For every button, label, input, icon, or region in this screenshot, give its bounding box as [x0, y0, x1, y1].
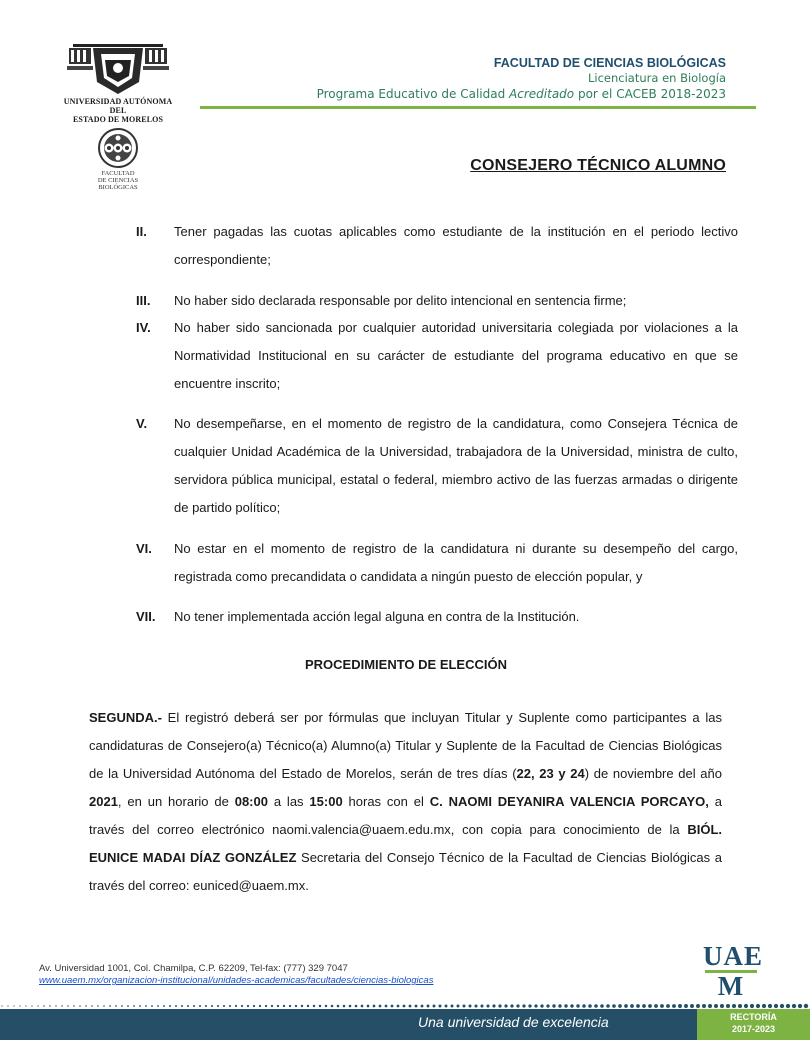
program-text-accredited: Acreditado [509, 87, 575, 101]
footer-dot [492, 1004, 495, 1007]
uaem-logo-top: UAE [703, 941, 764, 971]
footer-dot [361, 1005, 364, 1008]
footer-dot [618, 1004, 622, 1008]
footer-dot [510, 1004, 513, 1007]
footer-dot [277, 1005, 279, 1007]
footer-dot [798, 1004, 802, 1008]
footer-dot [570, 1004, 573, 1007]
footer-dot [43, 1005, 44, 1006]
list-item-number: VI. [136, 541, 152, 556]
university-name-line2: ESTADO DE MORELOS [72, 115, 163, 124]
footer-dot [349, 1005, 352, 1008]
list-item [136, 603, 738, 631]
footer-dot [427, 1005, 430, 1008]
university-name-line1: UNIVERSIDAD AUTÓNOMA DEL [63, 97, 173, 115]
footer-dot [738, 1004, 742, 1008]
rectoria-label: RECTORÍA [730, 1012, 777, 1022]
footer-dot [792, 1004, 796, 1008]
footer-dot [486, 1004, 489, 1007]
footer-dot [319, 1005, 321, 1007]
footer-dot [588, 1004, 592, 1008]
footer-dot [720, 1004, 724, 1008]
footer-dot [13, 1005, 14, 1006]
faculty-logo-line3: BIOLÓGICAS [98, 184, 138, 191]
paragraph-text: a las [267, 794, 310, 809]
list-item-number: VII. [136, 609, 156, 624]
footer-dot [528, 1004, 531, 1007]
footer-dot [61, 1005, 62, 1006]
footer-dot [139, 1005, 141, 1007]
footer-dot [217, 1005, 219, 1007]
footer-dot [439, 1005, 442, 1008]
footer-dot [265, 1005, 267, 1007]
footer-dot [109, 1005, 111, 1007]
paragraph-text: horas con el [342, 794, 430, 809]
footer-dot [31, 1005, 32, 1006]
footer-dot [606, 1004, 610, 1008]
footer-dot [576, 1004, 579, 1007]
footer-dot [379, 1005, 382, 1008]
footer-dot [145, 1005, 147, 1007]
program-text-post: por el CACEB 2018-2023 [574, 87, 726, 101]
document-header [317, 56, 726, 102]
paragraph-text: , en un horario de [117, 794, 235, 809]
footer-dot [672, 1004, 676, 1008]
footer-dot [660, 1004, 664, 1008]
footer-dot [762, 1004, 766, 1008]
footer-dot [343, 1005, 346, 1008]
footer-dot [367, 1005, 370, 1008]
header-divider [200, 106, 756, 109]
program-accreditation [317, 86, 726, 102]
footer-dot [199, 1005, 201, 1007]
university-crest-icon [63, 38, 173, 96]
footer-dot [241, 1005, 243, 1007]
footer-dot [462, 1004, 465, 1007]
footer-dot [540, 1004, 543, 1007]
clause-label: SEGUNDA.- [89, 710, 162, 725]
list-item [136, 287, 738, 315]
footer-dot [612, 1004, 616, 1008]
list-item [136, 314, 738, 398]
footer-dot [391, 1005, 394, 1008]
section-heading: PROCEDIMIENTO DE ELECCIÓN [304, 657, 507, 672]
footer-dot [247, 1005, 249, 1007]
footer-dot [157, 1005, 159, 1007]
footer-dot [666, 1004, 670, 1008]
footer-dot [97, 1005, 99, 1007]
footer-dot [283, 1005, 285, 1007]
footer-dot [37, 1005, 38, 1006]
footer-dot [433, 1005, 436, 1008]
footer-dot [690, 1004, 694, 1008]
footer-dot [259, 1005, 261, 1007]
footer-dot [636, 1004, 640, 1008]
footer-dot [1, 1005, 2, 1006]
footer-dot [55, 1005, 56, 1006]
list-item-text: No tener implementada acción legal alguna en contra de la Institución. [174, 609, 580, 624]
footer-dot [115, 1005, 117, 1007]
list-item [136, 535, 738, 591]
footer-dot [582, 1004, 586, 1008]
footer-url-link[interactable]: www.uaem.mx/organizacion-institucional/unidades-academicas/facultades/ciencias-biologicas [39, 975, 434, 986]
list-item-text: No estar en el momento de registro de la candidatura ni durante su desempeño del cargo, registrada como precandidata o candidata a ningún puesto de elección popular, y [174, 541, 738, 584]
footer-dot [780, 1004, 784, 1008]
footer-dot [187, 1005, 189, 1007]
footer-dot [750, 1004, 754, 1008]
footer-dot [564, 1004, 567, 1007]
paragraph-text: a través del correo electrónico naomi.valencia@uaem.edu.mx, con copia para conocimiento de la [89, 794, 723, 837]
footer-dot [25, 1005, 26, 1006]
footer-dot [7, 1005, 8, 1006]
body-paragraph [89, 704, 722, 900]
footer-dot [235, 1005, 237, 1007]
registration-days: 22, 23 y 24 [516, 766, 585, 781]
footer-dot [325, 1005, 327, 1007]
footer-dot [451, 1005, 454, 1008]
footer-dot [73, 1005, 75, 1007]
footer-dot [516, 1004, 519, 1007]
footer-dot [79, 1005, 81, 1007]
footer-dot [630, 1004, 634, 1008]
footer-dot [223, 1005, 225, 1007]
footer-dot [498, 1004, 501, 1007]
footer-dot [397, 1005, 400, 1008]
program-text-pre: Programa Educativo de Calidad [316, 87, 510, 101]
footer-dot [91, 1005, 93, 1007]
footer-dot [642, 1004, 646, 1008]
footer-dot [85, 1005, 87, 1007]
list-item-number: III. [136, 293, 151, 308]
footer-dot [175, 1005, 177, 1007]
footer-dot [163, 1005, 165, 1007]
footer-dot [409, 1005, 412, 1008]
footer-dot [337, 1005, 340, 1008]
footer-dot [732, 1004, 736, 1008]
footer-dot [468, 1004, 471, 1007]
footer-dot [696, 1004, 700, 1008]
footer-dot [474, 1004, 477, 1007]
footer-dot [355, 1005, 358, 1008]
footer-dot [169, 1005, 171, 1007]
footer-dot [558, 1004, 561, 1007]
paragraph-text: El registró deberá ser por fórmulas que incluyan Titular y Suplente como participantes a las candidaturas de Consejero(a) Técnico(a) Alumno(a) Titular y Suplente de la Facultad de Ciencias Biológicas de la Universidad Autónoma del Estado de Morelos, serán de tres días ( [89, 710, 722, 781]
footer-dot [702, 1004, 706, 1008]
secretary-name: BIÓL. EUNICE MADAI DÍAZ GONZÁLEZ [89, 822, 722, 865]
footer-dot [403, 1005, 406, 1008]
footer-dot [289, 1005, 291, 1007]
footer-dot [457, 1005, 460, 1008]
footer-dot [127, 1005, 129, 1007]
footer-dot [708, 1004, 712, 1008]
footer-slogan: Una universidad de excelencia [418, 1014, 609, 1030]
footer-dot [714, 1004, 718, 1008]
rectoria-years: 2017-2023 [731, 1024, 776, 1034]
footer-dot [385, 1005, 388, 1008]
list-item [136, 218, 738, 274]
footer-dot [804, 1004, 808, 1008]
footer-dot [546, 1004, 549, 1007]
list-item-number: IV. [136, 320, 151, 335]
footer-dot [624, 1004, 628, 1008]
uaem-logo-bottom: M [717, 971, 745, 1001]
faculty-logo-line1: FACULTAD [101, 170, 135, 177]
footer-dot [211, 1005, 213, 1007]
footer-dot [271, 1005, 273, 1007]
document-title: CONSEJERO TÉCNICO ALUMNO [470, 157, 726, 174]
list-item-number: V. [136, 416, 148, 431]
footer-dot [421, 1005, 424, 1008]
footer-dot [726, 1004, 730, 1008]
footer-dot [600, 1004, 604, 1008]
footer-dot [205, 1005, 207, 1007]
footer-dot [193, 1005, 195, 1007]
paragraph-text: Secretaria del Consejo Técnico de la Facultad de Ciencias Biológicas a través del correo: euniced@uaem.mx. [89, 850, 723, 893]
faculty-name: FACULTAD DE CIENCIAS BIOLÓGICAS [493, 56, 726, 70]
footer-dot [181, 1005, 183, 1007]
footer-dot [534, 1004, 537, 1007]
list-item-text: No haber sido sancionada por cualquier autoridad universitaria colegiada por violaciones a la Normatividad Institucional en su carácter de estudiante del programa educativo en que se encuentre inscrito; [174, 320, 738, 391]
footer-dot [295, 1005, 297, 1007]
faculty-logo [80, 128, 156, 191]
footer-dot [786, 1004, 790, 1008]
list-item [136, 410, 738, 522]
footer-dot [253, 1005, 255, 1007]
footer-dot [415, 1005, 418, 1008]
footer-dot [121, 1005, 123, 1007]
footer-dot [373, 1005, 376, 1008]
faculty-emblem-icon [95, 128, 141, 168]
footer-dot [331, 1005, 334, 1008]
footer-dot [19, 1005, 20, 1006]
footer-dot [151, 1005, 153, 1007]
footer-dot [654, 1004, 658, 1008]
footer-dot [648, 1004, 652, 1008]
footer-dot [480, 1004, 483, 1007]
start-time: 08:00 [234, 794, 268, 809]
footer-dot [445, 1005, 448, 1008]
footer-dot [756, 1004, 760, 1008]
footer-dot [552, 1004, 555, 1007]
footer-dot [67, 1005, 68, 1006]
footer-dot [229, 1005, 231, 1007]
footer-dot [504, 1004, 507, 1007]
paragraph-text: ) de noviembre del año [584, 766, 722, 781]
list-item-text: No haber sido declarada responsable por delito intencional en sentencia firme; [174, 293, 627, 308]
footer-dot [307, 1005, 309, 1007]
list-item-number: II. [136, 224, 147, 239]
footer-dot [684, 1004, 688, 1008]
end-time: 15:00 [309, 794, 343, 809]
footer-bar [0, 1009, 810, 1040]
degree-name: Licenciatura en Biología [588, 71, 726, 85]
registration-year: 2021 [89, 794, 118, 809]
university-logo [58, 38, 178, 124]
footer-dot [744, 1004, 748, 1008]
footer-dot [774, 1004, 778, 1008]
footer-dot [301, 1005, 303, 1007]
footer-dot [594, 1004, 598, 1008]
footer-dot [49, 1005, 50, 1006]
faculty-logo-line2: DE CIENCIAS [97, 177, 139, 184]
list-item-text: Tener pagadas las cuotas aplicables como estudiante de la institución en el periodo lectivo correspondiente; [174, 224, 738, 267]
footer-dot [103, 1005, 105, 1007]
list-item-text: No desempeñarse, en el momento de registro de la candidatura, como Consejera Técnica de cualquier Unidad Académica de la Universidad, trabajadora de la Universidad, ministra de culto, servidora pública municipal, estatal o federal, miembro activo de las fuerzas armadas o dirigente de partido político; [174, 416, 738, 515]
contact-person: C. NAOMI DEYANIRA VALENCIA PORCAYO, [429, 794, 709, 809]
footer-dot [768, 1004, 772, 1008]
footer-dot [313, 1005, 315, 1007]
footer-address: Av. Universidad 1001, Col. Chamilpa, C.P. 62209, Tel-fax: (777) 329 7047 [39, 963, 348, 974]
uaem-wordmark-logo [703, 941, 764, 1001]
footer-dot [522, 1004, 525, 1007]
footer-dot [133, 1005, 135, 1007]
footer-dot [678, 1004, 682, 1008]
